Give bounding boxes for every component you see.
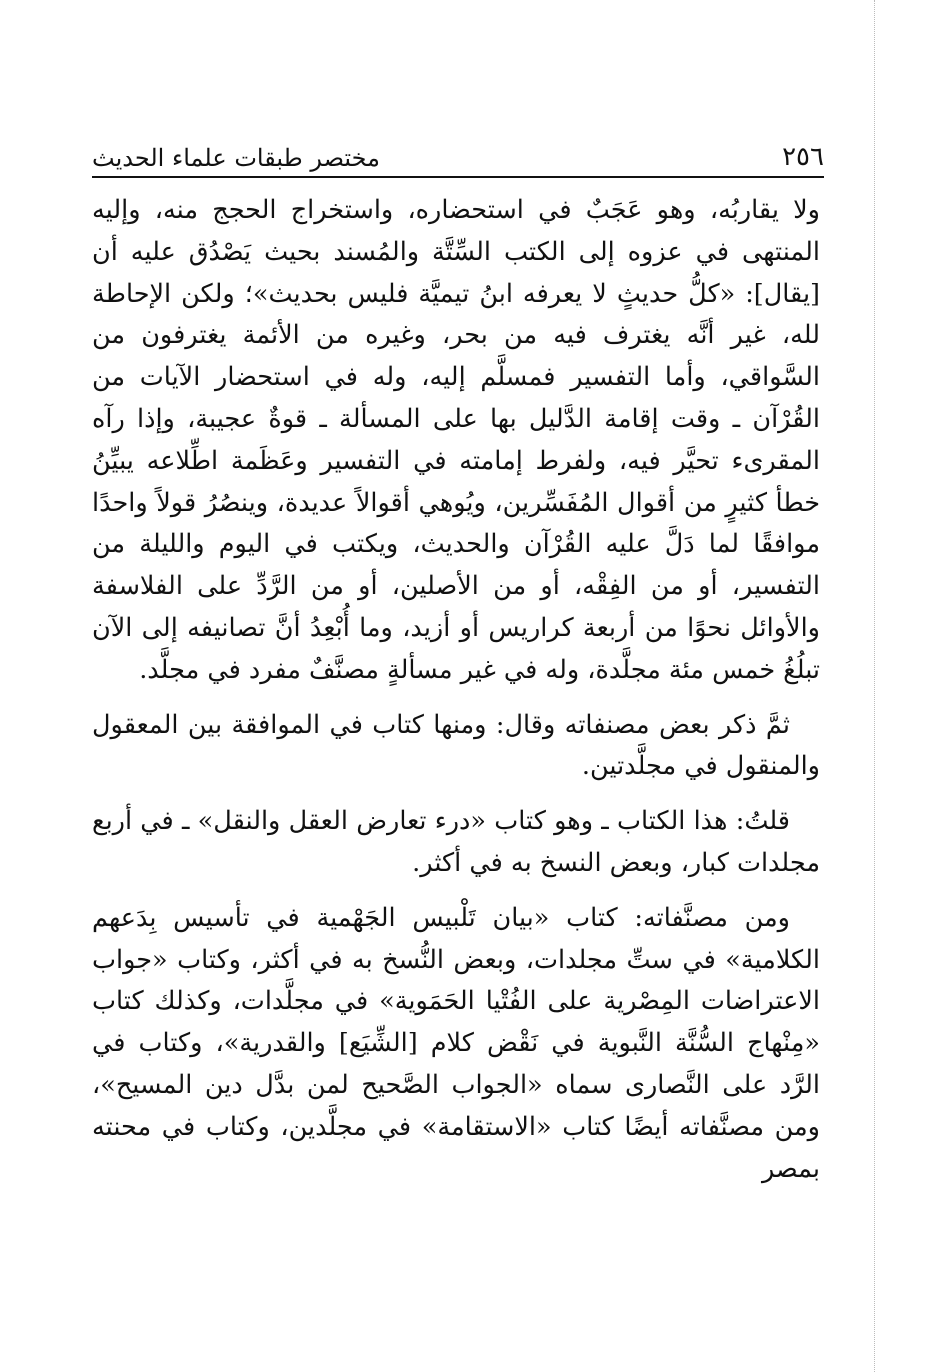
running-title: مختصر طبقات علماء الحديث [92, 144, 380, 172]
page-body [92, 190, 820, 1190]
page-number: ٢٥٦ [782, 142, 824, 172]
paragraph-2: ثمَّ ذكر بعض مصنفاته وقال: ومنها كتاب في الموافقة بين المعقول والمنقول في مجلَّدتين. [92, 709, 820, 782]
paragraph-1: ولا يقاربُه، وهو عَجَبٌ في استحضاره، واستخراج الحجج منه، وإليه المنتهى في عزوه إلى الكتب السِّتَّة والمُسند بحيث يَصْدُق عليه أن [يقال]: «كلُّ حديثٍ لا يعرفه ابنُ تيميَّة فليس بحديث»؛ ولكن الإحاطة لله، غير أنَّه يغترف فيه من بحر، وغيره من الأئمة يغترفون من السَّواقي، وأما التفسير فمسلَّم إليه، وله في استحضار الآيات من القُرْآن ـ وقت إقامة الدَّليل بها على المسألة ـ قوةٌ عجيبة، وإذا رآه المقرىء تحيَّر فيه، ولفرط إمامته في التفسير وعَظَمة اطِّلاعه يبيِّنُ خطأ كثيرٍ من أقوال المُفَسِّرين، ويُوهي أقوالاً عديدة، وينصُرُ قولاً واحدًا موافقًا لما دَلَّ عليه القُرْآن والحديث، ويكتب في اليوم والليلة من التفسير، أو من الفِقْه، أو من الأصلين، أو من الرَّدِّ على الفلاسفة والأوائل نحوًا من أربعة كراريس أو أزيد، وما أُبْعِدُ أنَّ تصانيفه إلى الآن تبلُغُ خمس مئة مجلَّدة، وله في غير مسألةٍ مصنَّفٌ مفرد في مجلَّد. [92, 195, 820, 685]
page-fold-line [874, 0, 875, 1372]
paragraph-3: قلتُ: هذا الكتاب ـ وهو كتاب «درء تعارض العقل والنقل» ـ في أربع مجلدات كبار، وبعض النسخ به في أكثر. [92, 806, 820, 878]
paragraph-4: ومن مصنَّفاته: كتاب «بيان تَلْبيس الجَهْمية في تأسيس بِدَعهم الكلامية» في ستِّ مجلدات، وبعض النُّسخ به في أكثر، وكتاب «جواب الاعتراضات المِصْرية على الفُتْيا الحَمَوية» في مجلَّدات، وكذلك كتاب «مِنْهاج السُّنَّة النَّبوية في نَقْض كلام [الشِّيَع] والقدرية»، وكتاب في الرَّد على النَّصارى سماه «الجواب الصَّحيح لمن بدَّل دين المسيح»، ومن مصنَّفاته أيضًا كتاب «الاستقامة» في مجلَّدين، وكتاب في محنته بمصر [92, 902, 820, 1184]
page-header [92, 126, 824, 178]
